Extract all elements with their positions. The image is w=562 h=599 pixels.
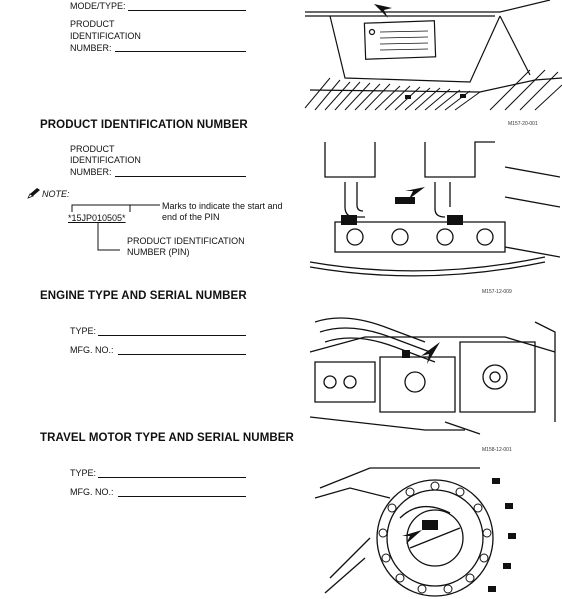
marks-text-line-1: Marks to indicate the start and bbox=[162, 201, 283, 211]
plate-figure bbox=[300, 0, 562, 115]
pid-label-line-2: IDENTIFICATION bbox=[70, 31, 141, 41]
travel-mfg-field[interactable] bbox=[118, 496, 246, 497]
engine-mfg-field[interactable] bbox=[118, 354, 246, 355]
figure-caption-engine: M157-12-009 bbox=[482, 289, 512, 295]
marks-text-line-2: end of the PIN bbox=[162, 212, 220, 222]
pencil-icon bbox=[27, 187, 41, 199]
pin-pid-field[interactable] bbox=[115, 176, 246, 177]
pid-label-line-3: NUMBER: bbox=[70, 43, 112, 53]
note-title: NOTE: bbox=[42, 189, 70, 199]
pin-figure bbox=[305, 137, 560, 287]
pin-text-line-1: PRODUCT IDENTIFICATION bbox=[127, 236, 245, 246]
engine-heading: ENGINE TYPE AND SERIAL NUMBER bbox=[40, 290, 247, 302]
pid-field-top[interactable] bbox=[115, 51, 246, 52]
travel-type-label: TYPE: bbox=[70, 468, 97, 478]
arrow-icon-4 bbox=[402, 530, 422, 544]
travel-motor-figure bbox=[310, 458, 560, 598]
engine-type-label: TYPE: bbox=[70, 326, 97, 336]
figure-caption-top: M157-20-001 bbox=[508, 121, 538, 127]
engine-mfg-label: MFG. NO.: bbox=[70, 345, 114, 355]
travel-heading: TRAVEL MOTOR TYPE AND SERIAL NUMBER bbox=[40, 432, 294, 444]
travel-mfg-label: MFG. NO.: bbox=[70, 487, 114, 497]
pin-pid-label-line-2: IDENTIFICATION bbox=[70, 155, 141, 165]
mode-type-label: MODE/TYPE: bbox=[70, 1, 126, 11]
pin-pid-label-line-3: NUMBER: bbox=[70, 167, 112, 177]
sample-pin: *15JP010505* bbox=[68, 213, 126, 223]
engine-type-field[interactable] bbox=[98, 335, 246, 336]
travel-type-field[interactable] bbox=[98, 477, 246, 478]
pin-heading: PRODUCT IDENTIFICATION NUMBER bbox=[40, 119, 248, 131]
pin-text-line-2: NUMBER (PIN) bbox=[127, 247, 190, 257]
engine-figure bbox=[305, 302, 560, 437]
figure-caption-travel: M158-12-001 bbox=[482, 447, 512, 453]
pin-pid-label-line-1: PRODUCT bbox=[70, 144, 115, 154]
mode-type-field[interactable] bbox=[128, 10, 246, 11]
pid-label-line-1: PRODUCT bbox=[70, 19, 115, 29]
